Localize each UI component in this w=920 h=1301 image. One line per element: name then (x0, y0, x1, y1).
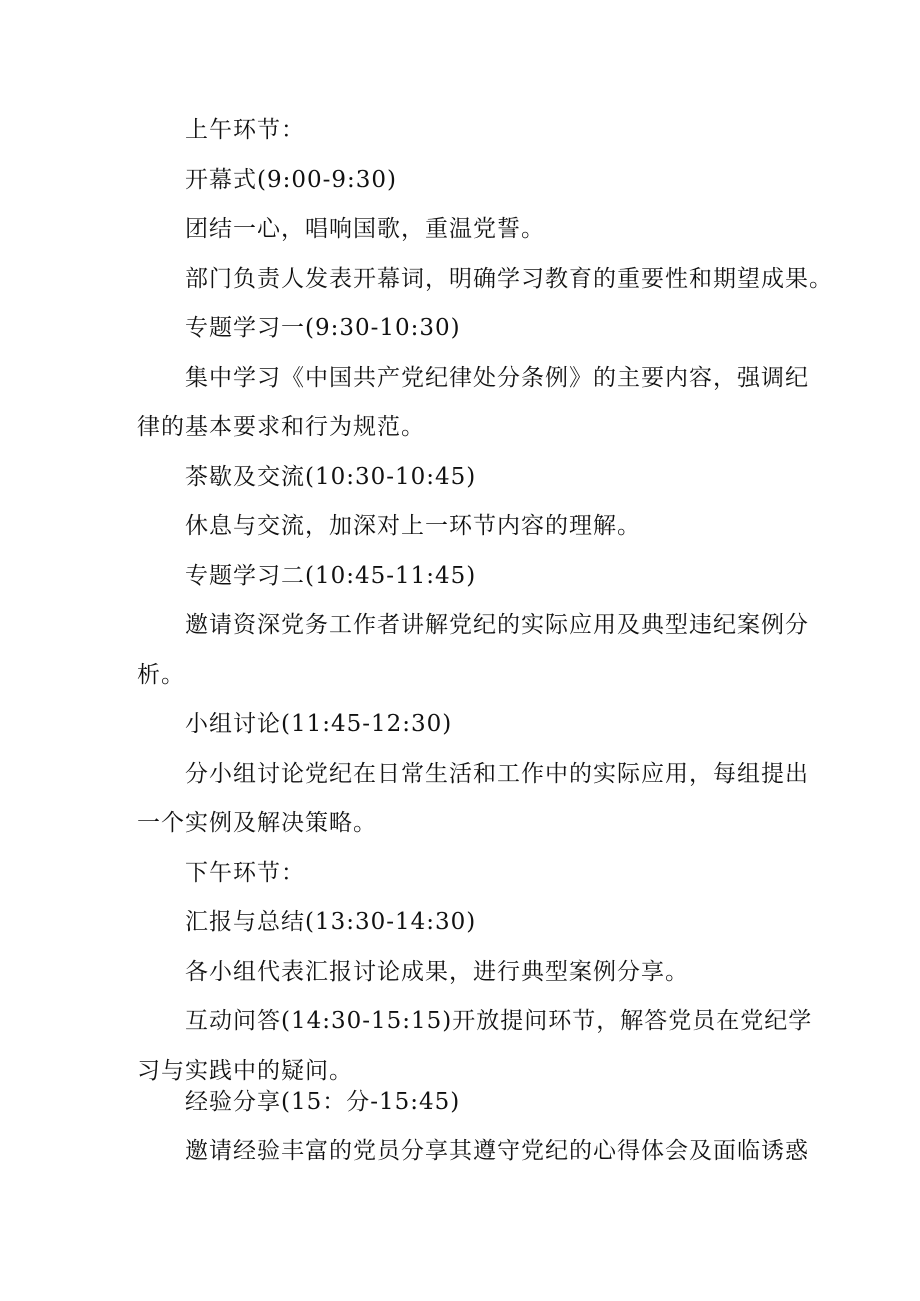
agenda-item-group-discussion: 小组讨论(11:45-12:30) (185, 711, 453, 737)
paragraph-line: 部门负责人发表开幕词，明确学习教育的重要性和期望成果。 (185, 266, 833, 292)
paragraph-line: 邀请经验丰富的党员分享其遵守党纪的心得体会及面临诱惑 (185, 1138, 809, 1164)
section-heading-afternoon: 下午环节： (185, 860, 305, 886)
paragraph-line: 一个实例及解决策略。 (137, 810, 377, 836)
paragraph-line: 团结一心，唱响国歌，重温党誓。 (185, 216, 545, 242)
paragraph-line: 分小组讨论党纪在日常生活和工作中的实际应用，每组提出 (185, 761, 809, 787)
paragraph-line: 休息与交流，加深对上一环节内容的理解。 (185, 513, 641, 539)
agenda-item-topic-one: 专题学习一(9:30-10:30) (185, 315, 461, 341)
paragraph-line: 集中学习《中国共产党纪律处分条例》的主要内容，强调纪 (185, 365, 809, 391)
paragraph-line: 邀请资深党务工作者讲解党纪的实际应用及典型违纪案例分 (185, 612, 809, 638)
paragraph-line: 各小组代表汇报讨论成果，进行典型案例分享。 (185, 959, 689, 985)
section-heading-morning: 上午环节： (185, 117, 305, 143)
agenda-item-tea-break: 茶歇及交流(10:30-10:45) (185, 464, 477, 490)
agenda-item-experience-sharing: 经验分享(15：分-15:45) (185, 1089, 461, 1115)
agenda-item-opening: 开幕式(9:00-9:30) (185, 167, 398, 193)
agenda-item-report-summary: 汇报与总结(13:30-14:30) (185, 909, 477, 935)
paragraph-line: 习与实践中的疑问。 (137, 1058, 353, 1084)
agenda-item-topic-two: 专题学习二(10:45-11:45) (185, 563, 477, 589)
paragraph-line: 析。 (137, 662, 185, 688)
agenda-item-qa: 互动问答(14:30-15:15)开放提问环节，解答党员在党纪学 (185, 1008, 813, 1034)
paragraph-line: 律的基本要求和行为规范。 (137, 414, 425, 440)
